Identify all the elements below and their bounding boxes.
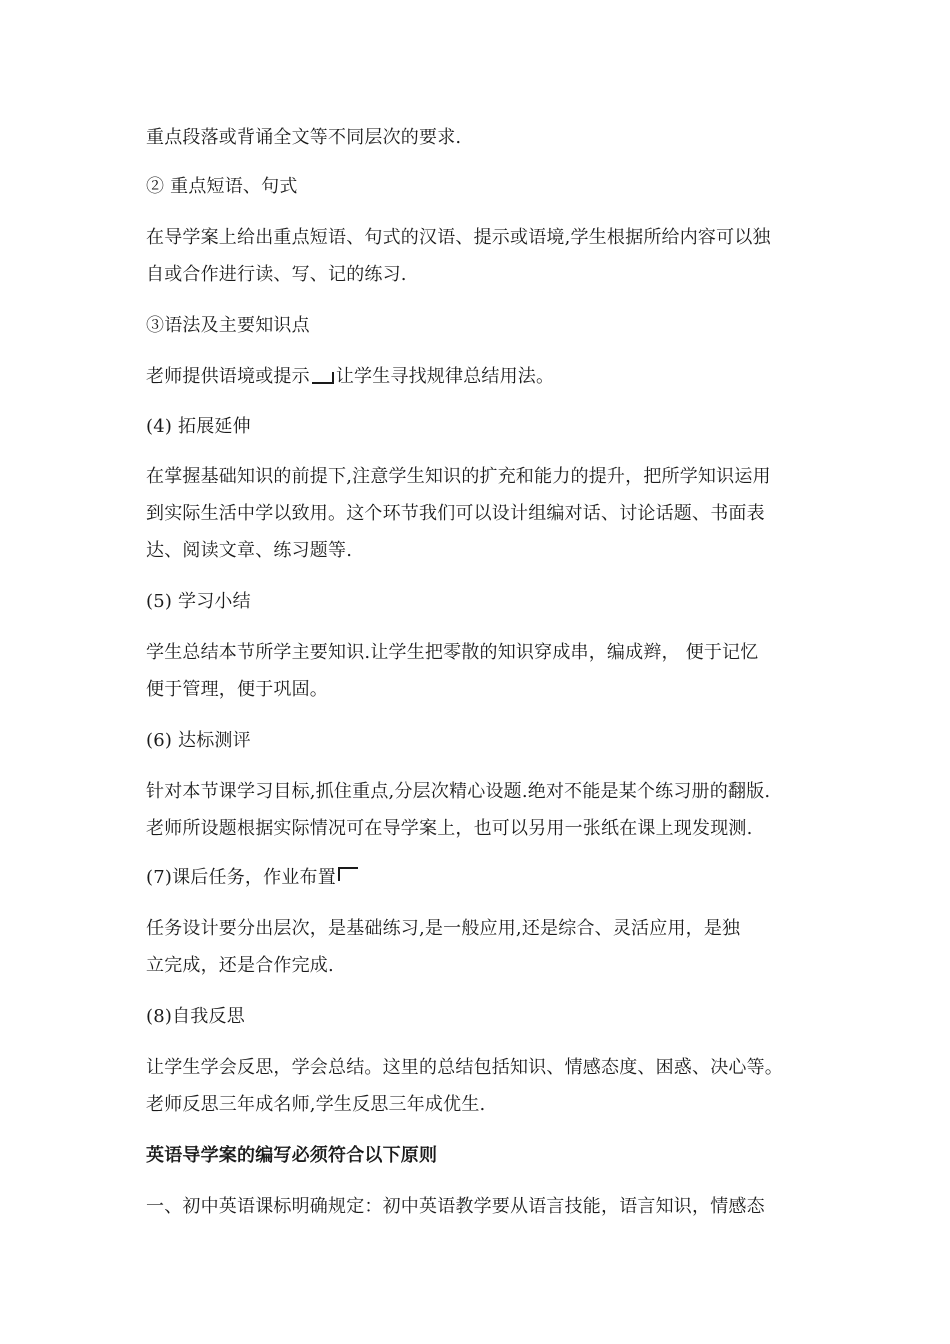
text-line: 立完成，还是合作完成. xyxy=(146,955,334,976)
text-line: 让学生学会反思，学会总结。这里的总结包括知识、情感态度、困惑、决心等。 xyxy=(146,1057,783,1078)
subheading-homework xyxy=(146,866,358,890)
text-line: 老师反思三年成名师,学生反思三年成优生. xyxy=(146,1094,486,1115)
text-line: 达、阅读文章、练习题等. xyxy=(146,540,353,561)
subheading-grammar: ③语法及主要知识点 xyxy=(146,315,310,336)
text-line: 学生总结本节所学主要知识.让学生把零散的知识穿成串，编成辫， 便于记忆 xyxy=(146,642,759,663)
text-segment: 老师提供语境或提示 xyxy=(146,366,310,387)
text-segment: (7)课后任务，作业布置 xyxy=(146,867,336,888)
text-segment: 让学生寻找规律总结用法。 xyxy=(335,366,555,387)
subheading-key-phrases: ② 重点短语、句式 xyxy=(146,176,298,197)
text-line: 老师所设题根据实际情况可在导学案上，也可以另用一张纸在课上现发现测. xyxy=(146,818,753,839)
subheading-assessment: (6) 达标测评 xyxy=(146,730,251,751)
subheading-reflection: (8)自我反思 xyxy=(146,1006,245,1027)
text-line: 任务设计要分出层次，是基础练习,是一般应用,还是综合、灵活应用，是独 xyxy=(146,918,741,939)
text-line: 到实际生活中学以致用。这个环节我们可以设计组编对话、讨论话题、书面表 xyxy=(146,503,765,524)
text-line: 便于管理，便于巩固。 xyxy=(146,679,328,700)
section-heading: 英语导学案的编写必须符合以下原则 xyxy=(146,1145,438,1166)
corner-mark-icon xyxy=(338,867,358,881)
subheading-extension: (4) 拓展延伸 xyxy=(146,416,251,437)
text-line: 在导学案上给出重点短语、句式的汉语、提示或语境,学生根据所给内容可以独 xyxy=(146,227,771,248)
bracket-mark-icon xyxy=(312,372,334,384)
text-line: 一、初中英语课标明确规定：初中英语教学要从语言技能，语言知识，情感态 xyxy=(146,1196,765,1217)
subheading-summary: (5) 学习小结 xyxy=(146,591,251,612)
text-line: 重点段落或背诵全文等不同层次的要求. xyxy=(146,127,462,148)
text-line xyxy=(146,365,554,389)
text-line: 在掌握基础知识的前提下,注意学生知识的扩充和能力的提升，把所学知识运用 xyxy=(146,466,771,487)
text-line: 针对本节课学习目标,抓住重点,分层次精心设题.绝对不能是某个练习册的翻版. xyxy=(146,781,771,802)
text-line: 自或合作进行读、写、记的练习. xyxy=(146,264,407,285)
